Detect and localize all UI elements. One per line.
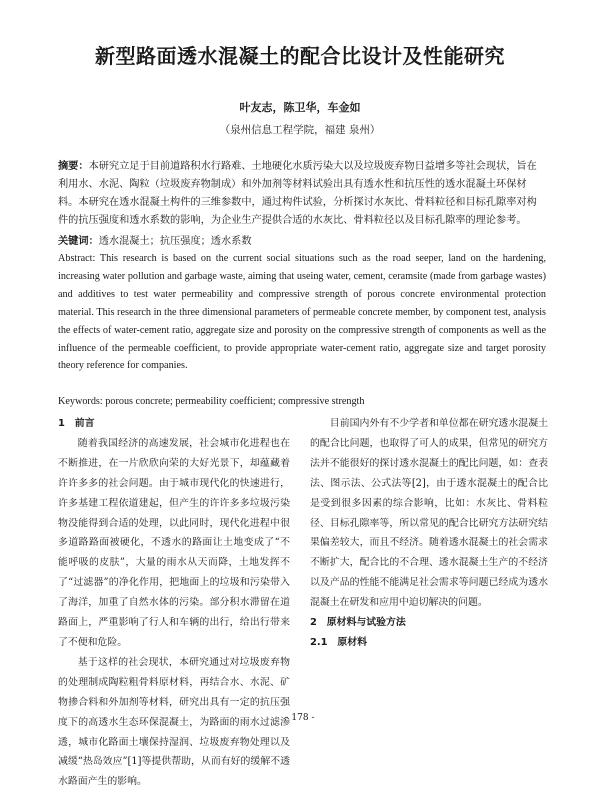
keywords-en [58,394,546,410]
keywords-en-text: porous concrete; permeability coefficient; compressive strength [105,396,365,407]
keywords-cn-text: 透水混凝土；抗压强度；透水系数 [98,236,252,247]
keywords-cn-label: 关键词： [58,235,99,247]
paper-affiliation: （泉州信息工程学院，福建 泉州） [219,124,381,136]
paper-title: 新型路面透水混凝土的配合比设计及性能研究 [95,44,505,68]
body-column-right [310,414,548,653]
section-2-1-heading: 2.1 原材料 [310,636,367,648]
body-column-left [58,414,290,792]
abstract-en [58,250,546,375]
abstract-en-label: Abstract: [58,253,96,264]
abstract-cn-text: 本研究立足于目前道路积水行路难、土地硬化水质污染大以及垃圾废弃物日益增多等社会现状，旨在利用水、水泥、陶粒（垃圾废弃物制成）和外加剂等材料试验出具有透水性和抗压性的透水混凝土环保材料。本研究在透水混凝土构件的三维参数中，通过构件试验，分析探讨水灰比、骨料粒径和目标孔隙率对构件的抗压强度和透水系数的影响，为企业生产提供合适的水灰比、骨料粒径以及目标孔隙率的理论参考。 [58,161,537,226]
section-1-para-1: 随着我国经济的高速发展，社会城市化进程也在不断推进，在一片欣欣向荣的大好光景下，却蕴藏着许许多多的社会问题。由于城市现代化的快速进行，许多基建工程依道建起，但产生的许许多多垃圾污染物没能得到合适的处理，以此同时，现代化进程中很多道路路面被硬化，不透水的路面让土地变成了“不能呼吸的皮肤”，大量的雨水从天而降，土地发挥不了“过滤器”的净化作用，把地面上的垃圾和污染带入了海洋，加重了自然水体的污染。部分积水滞留在道路面上，严重影响了行人和车辆的出行，给出行带来了不便和危险。 [58,437,290,648]
abstract-en-text: This research is based on the current social situations such as the road seeper, land on the hardening, increasing water pollution and garbage waste, aiming that useing water, cement, ceramsite (made from garbage wastes) and additives to test water permeability and compressive strength of porous concrete environmental protection material. This research in the three dimensional parameters of permeable concrete member, by component test, analysis the effects of water-cement ratio, aggregate size and porosity on the compressive strength of components as well as the influence of the permeable coefficient, to provide appropriate water-cement ratio, aggregate size and target porosity theory reference for companies. [58,253,546,372]
section-1-para-2: 基于这样的社会现状，本研究通过对垃圾废弃物的处理制成陶粒粗骨料原材料，再结合水、水泥、矿物掺合料和外加剂等材料，研究出具有一定的抗压强度下的高透水生态环保混凝土，为路面的雨水过滤渗透，城市化路面土壤保持湿润、垃圾废弃物处理以及减缓“热岛效应”[1]等提供帮助，从而有好的缓解不透水路面产生的影响。 [58,656,290,788]
keywords-cn [58,232,546,251]
section-1-para-3: 目前国内外有不少学者和单位都在研究透水混凝土的配合比问题，也取得了可人的成果，但常见的研究方法并不能很好的探讨透水混凝土的配比问题，如：查表法、图示法、公式法等[2]，由于透水混凝土的配合比是受到很多因素的综合影响，比如：水灰比、骨料粒径、目标孔隙率等，所以常见的配合比研究方法研究结果偏差较大，而且不经济。随着透水混凝土的社会需求不断扩大，配合比的不合理、透水混凝土生产的不经济以及产品的性能不能满足社会需求等问题已经成为透水混凝土在研发和应用中迫切解决的问题。 [310,418,548,609]
section-1-heading: 1 前言 [58,418,95,429]
keywords-en-label: Keywords: [58,396,103,407]
paper-authors: 叶友志，陈卫华，车金如 [239,101,361,114]
section-2-heading: 2 原材料与试验方法 [310,617,406,629]
page-number: - 178 - [285,713,315,723]
abstract-cn-label: 摘要： [58,161,89,172]
abstract-cn [58,158,546,230]
